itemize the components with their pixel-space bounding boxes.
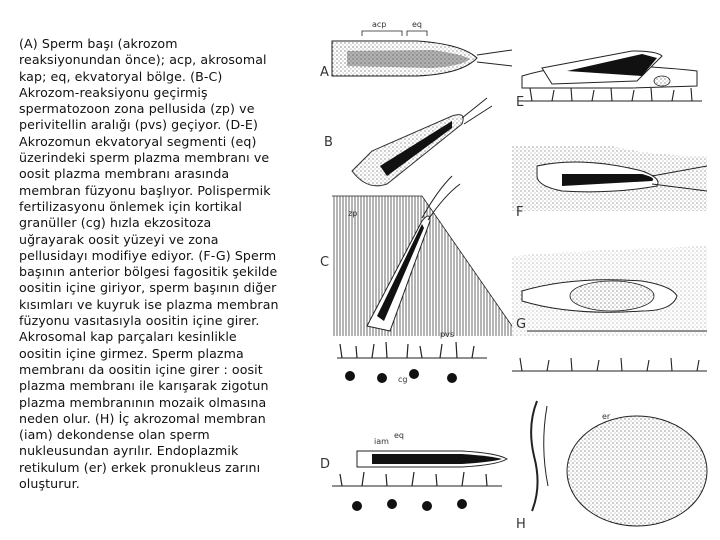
panel-label-d: D (320, 457, 331, 472)
panel-e (516, 51, 702, 110)
membrane-strip (512, 358, 707, 371)
panel-c (320, 176, 512, 339)
acp-label: acp (372, 20, 387, 29)
panel-label-b: B (324, 135, 333, 150)
figure-caption: (A) Sperm başı (akrozom reaksiyonundan önce); acp, akrosomal kap; eq, ekvatoryal bölge. (B-C) Akrozom-reaksiyonu geçirmiş spermatozoon zona pellusida (zp) ve perivitellin aralığı (pvs) geçiyor. (D-E) Akrozomun ekvatoryal segmenti (eq) üzerindeki sperm plazma membranı ve oosit plazma membranı arasında membran füzyonu başlıyor. Polispermik fertilizasyonu önlemek için kortikal granüller (cg) hızla ekzositoza uğrayarak oosit yüzeyi ve zona pellusidayı modifiye ediyor. (F-G) Sperm başının anterior bölgesi fagositik şekilde oositin içine giriyor, sperm başının diğer kısımları ve kuyruk ise plazma membran füzyonu vasıtasıyla oositin içine girer. Akrosomal kap parçaları kesinlikle oositin içine girmez. Sperm plazma membranı da oositin içine girer : oosit plazma membranı ile karışarak zigotun plazma membranının mozaik olmasına neden olur. (H) İç akrozomal membran (iam) dekondense olan sperm nukleusundan ayrılır. Endoplazmik retikulum (er) erkek pronukleus zarını oluşturur. (19, 36, 279, 492)
panel-f (512, 146, 707, 220)
sperm-oocyte-fusion-illustration (312, 6, 716, 538)
cg-label: cg (398, 375, 408, 384)
panel-d (320, 431, 507, 511)
eq-label: eq (412, 20, 422, 29)
eq-label-d: eq (394, 431, 404, 440)
panel-label-f: F (516, 205, 524, 220)
panel-label-c: C (320, 255, 330, 270)
zp-label: zp (348, 209, 358, 218)
er-label: er (602, 412, 611, 421)
cortical-granules-strip (337, 342, 487, 384)
panel-g (512, 246, 707, 336)
iam-label: iam (374, 437, 389, 446)
panel-b (324, 98, 492, 186)
panel-a (320, 20, 512, 80)
panel-label-g: G (516, 317, 527, 332)
panel-h (516, 401, 707, 532)
panel-label-e: E (516, 95, 525, 110)
panel-label-h: H (516, 517, 526, 532)
pvs-label: pvs (440, 330, 454, 339)
panel-label-a: A (320, 65, 329, 80)
